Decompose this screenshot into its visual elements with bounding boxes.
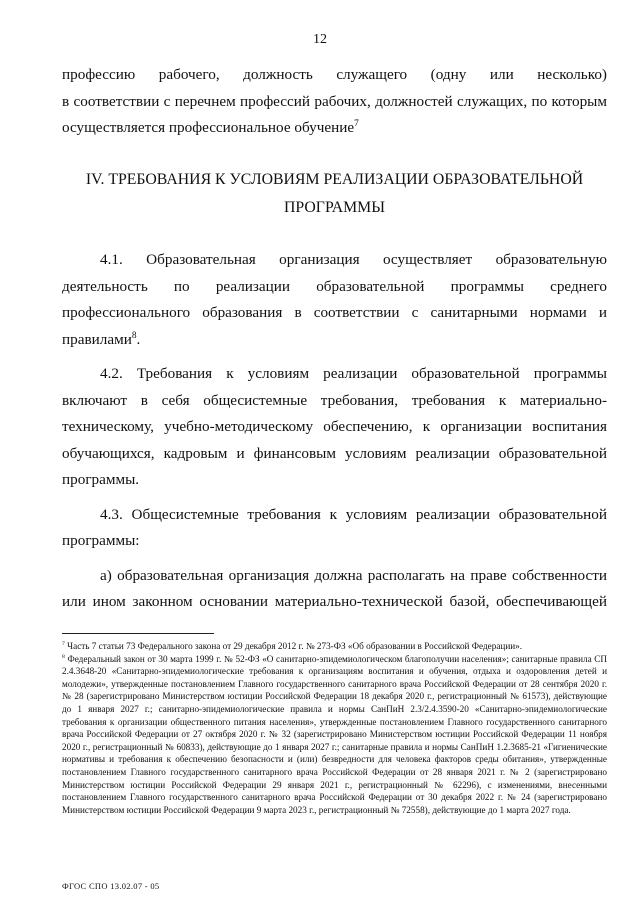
section-title-line-2: ПРОГРАММЫ xyxy=(284,199,385,216)
intro-line-1: профессию рабочего, должность служащего (одну или несколько) xyxy=(62,66,607,83)
footnote-separator xyxy=(62,633,214,634)
section-title-line-1: IV. ТРЕБОВАНИЯ К УСЛОВИЯМ РЕАЛИЗАЦИИ ОБРАЗОВАТЕЛЬНОЙ xyxy=(85,171,584,188)
footnotes xyxy=(62,640,607,816)
paragraph-4-3: 4.3. Общесистемные требования к условиям реализации образовательной программы: xyxy=(62,505,607,549)
footnote-8-text: Федеральный закон от 30 марта 1999 г. № 52-ФЗ «О санитарно-эпидемиологическом благополучии населения»; санитарные правила СП 2.4.3648-20 «Санитарно-эпидемиологические требования к организациям воспитания и обучения, отдыха и оздоровления детей и молодежи», утвержденные постановлением Главного государственного санитарного врача Российской Федерации от 28 сентября 2020 г. № 28 (зарегистрировано Министерством юстиции Российской Федерации 18 декабря 2020 г., регистрационный № 61573), действующие до 1 января 2027 г.; санитарно-эпидемиологические правила и нормы СанПиН 2.3/2.4.3590-20 «Санитарно-эпидемиологические требования к организации общественного питания населения», утвержденные постановлением Главного государственного санитарного врача Российской Федерации от 27 октября 2020 г. № 32 (зарегистрировано Министерством юстиции Российской Федерации 11 ноября 2020 г., регистрационный № 60833), действующие до 1 января 2027 г.; санитарные правила и нормы СанПиН 1.2.3685-21 «Гигиенические нормативы и требования к обеспечению безопасности и (или) безвредности для человека факторов среды обитания», утвержденные постановлением Главного государственного санитарного врача Российской Федерации от 28 января 2021 г. № 2 (зарегистрировано Министерством юстиции Российской Федерации 29 января 2021 г., регистрационный № 62296), с изменениями, внесенными постановлением Главного государственного санитарного врача Российской Федерации от 30 декабря 2022 г. № 24 (зарегистрировано Министерством юстиции Российской Федерации 9 марта 2023 г., регистрационный № 72558), действующие до 1 марта 2027 года. xyxy=(62,653,608,815)
footnote-7 xyxy=(62,640,607,653)
paragraph-a: а) образовательная организация должна располагать на праве собственности или ином законном основании материально-технической базой, обеспечивающей xyxy=(62,566,607,610)
intro-paragraph xyxy=(62,62,607,142)
intro-text: в соответствии с перечнем профессий рабочих, должностей служащих, по которым осуществляется профессиональное обучение xyxy=(62,92,607,136)
footnote-7-text: Часть 7 статьи 73 Федерального закона от 29 декабря 2012 г. № 273-ФЗ «Об образовании в Российской Федерации». xyxy=(67,641,523,651)
footnote-7-number: 7 xyxy=(62,640,65,647)
footnote-8 xyxy=(62,653,607,817)
intro-rest xyxy=(62,89,607,142)
paragraph-4-2: 4.2. Требования к условиям реализации образовательной программы включают в себя общесистемные требования, требования к материально-техническому, учебно-методическому обеспечению, к организации воспитания обучающихся, кадровым и финансовым условиям реализации образовательной программы. xyxy=(62,365,607,488)
section-title xyxy=(62,166,607,222)
page-number: 12 xyxy=(313,32,327,47)
paragraph-4-1-text: 4.1. Образовательная организация осуществляет образовательную деятельность по реализации образовательной программы среднего профессионального образования в соответствии с санитарными нормами и правилами xyxy=(62,251,607,348)
footnote-ref-8: 8 xyxy=(131,330,137,341)
paragraph-4-1 xyxy=(62,247,607,353)
paragraph-4-1-tail: . xyxy=(136,330,141,348)
footnote-8-number: 8 xyxy=(62,653,65,660)
footnote-ref-7: 7 xyxy=(354,118,359,129)
main-text xyxy=(62,247,607,616)
footer-code: ФГОС СПО 13.02.07 - 05 xyxy=(62,881,160,891)
